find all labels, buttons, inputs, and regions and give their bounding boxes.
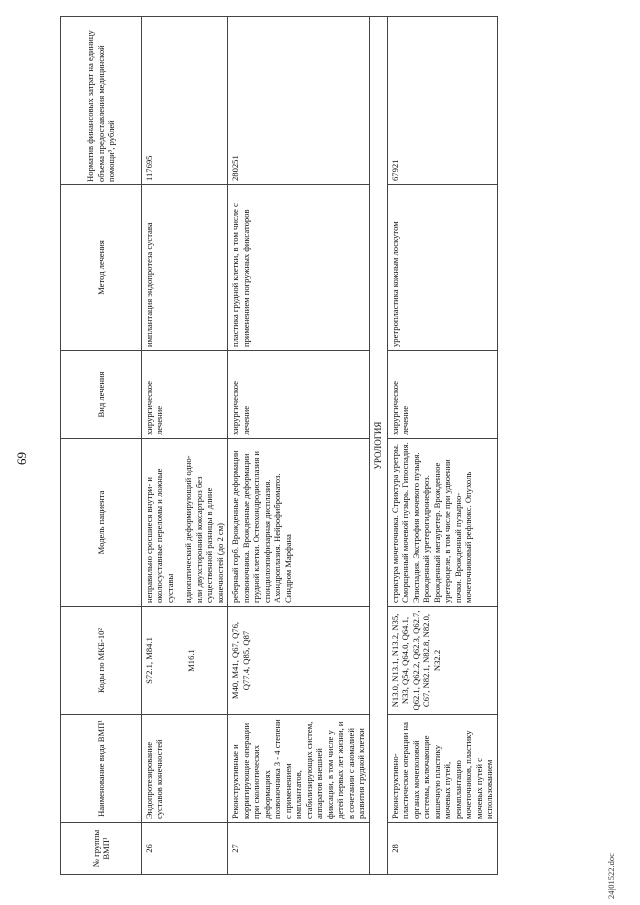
model-extra-text: идиопатический деформирующий одно- или двухсторонний коксартроз без существенной разницы в длине конечностей (до 2 см) (183, 455, 225, 603)
cell-norm: 280251 (228, 17, 369, 185)
cell-name: Реконструктивно-пластические операции на органах мочеполовой системы, включающие кишечную пластику мочевых путей, реимплантацию мочеточников, пластику мочевых путей с использованием (387, 715, 497, 823)
cell-method: пластика грудной клетки, в том числе с применением погружных фиксаторов (228, 185, 369, 351)
table-header-row (61, 17, 142, 875)
cell-codes: M40, M41, Q67, Q76, Q77.4, Q85, Q87 (228, 607, 369, 715)
cell-name: Реконструктивные и корригирующие операции при сколиотических деформациях позвоночника 3 - 4 степени с применением имплантатов, стабилизирующих систем, аппаратов внешней фиксации, в том числе у детей первых лет жизни, и в сочетании с аномалией развития грудной клетки (228, 715, 369, 823)
page-number: 69 (14, 452, 29, 465)
cell-treatment-type: хирургическое лечение (387, 351, 497, 439)
cell-method: имплантация эндопротеза сустава (142, 185, 228, 351)
cell-group: 26 (142, 823, 228, 875)
header-codes: Коды по МКБ-10² (61, 607, 142, 715)
cell-model (142, 439, 228, 607)
cell-model: стриктура мочеточника. Стриктура уретры. Сморщенный мочевой пузырь. Гипоспадия. Эписпадия. Экстрофия мочевого пузыря. Врожденный уретерогидронефроз. Врожденный мегауретер. Врожденное уретероцеле, в том числе при удвоении почки. Врожденный пузырно-мочеточниковый рефлюкс. Опухоль (387, 439, 497, 607)
table-row (387, 17, 497, 875)
section-title: УРОЛОГИЯ (369, 17, 387, 875)
codes-extra-text: M16.1 (186, 649, 197, 672)
section-row (369, 17, 387, 875)
header-method: Метод лечения (61, 185, 142, 351)
model-text: неправильно сросшиеся внутри- и околосуставные переломы и ложные суставы (144, 468, 175, 603)
cell-treatment-type: хирургическое лечение (228, 351, 369, 439)
codes-text: S72.1, M84.1 (144, 637, 154, 684)
cell-method: уретропластика кожным лоскутом (387, 185, 497, 351)
cell-codes: N13.0, N13.1, N13.2, N35, N33, Q54, Q64.0, Q64.1, Q62.1, Q62.2, Q62.3, Q62.7, C67, N82.1, N82.8, N82.0, N32.2 (387, 607, 497, 715)
cell-norm: 117695 (142, 17, 228, 185)
cell-norm: 67921 (387, 17, 497, 185)
cell-model: реберный горб. Врожденные деформации позвоночника. Врожденные деформации грудной клетки. Остеохондродисплазия и спондилоэпифизарная дисплазия. Ахондроплазия. Нейрофиброматоз. Синдром Марфана (228, 439, 369, 607)
header-treatment-type: Вид лечения (61, 351, 142, 439)
header-group: № группы ВМП¹ (61, 823, 142, 875)
header-norm: Норматив финансовых затрат на единицу объема предоставления медицинской помощи³, рублей (61, 17, 142, 185)
table-row (228, 17, 369, 875)
cell-name: Эндопротезирование суставов конечностей (142, 715, 228, 823)
footer-document-id: 24|01522.doc (606, 853, 616, 899)
cell-codes (142, 607, 228, 715)
cell-treatment-type: хирургическое лечение (142, 351, 228, 439)
header-model: Модель пациента (61, 439, 142, 607)
vmp-table (60, 16, 498, 875)
header-name: Наименование вида ВМП¹ (61, 715, 142, 823)
table-row (142, 17, 228, 875)
cell-group: 28 (387, 823, 497, 875)
cell-group: 27 (228, 823, 369, 875)
